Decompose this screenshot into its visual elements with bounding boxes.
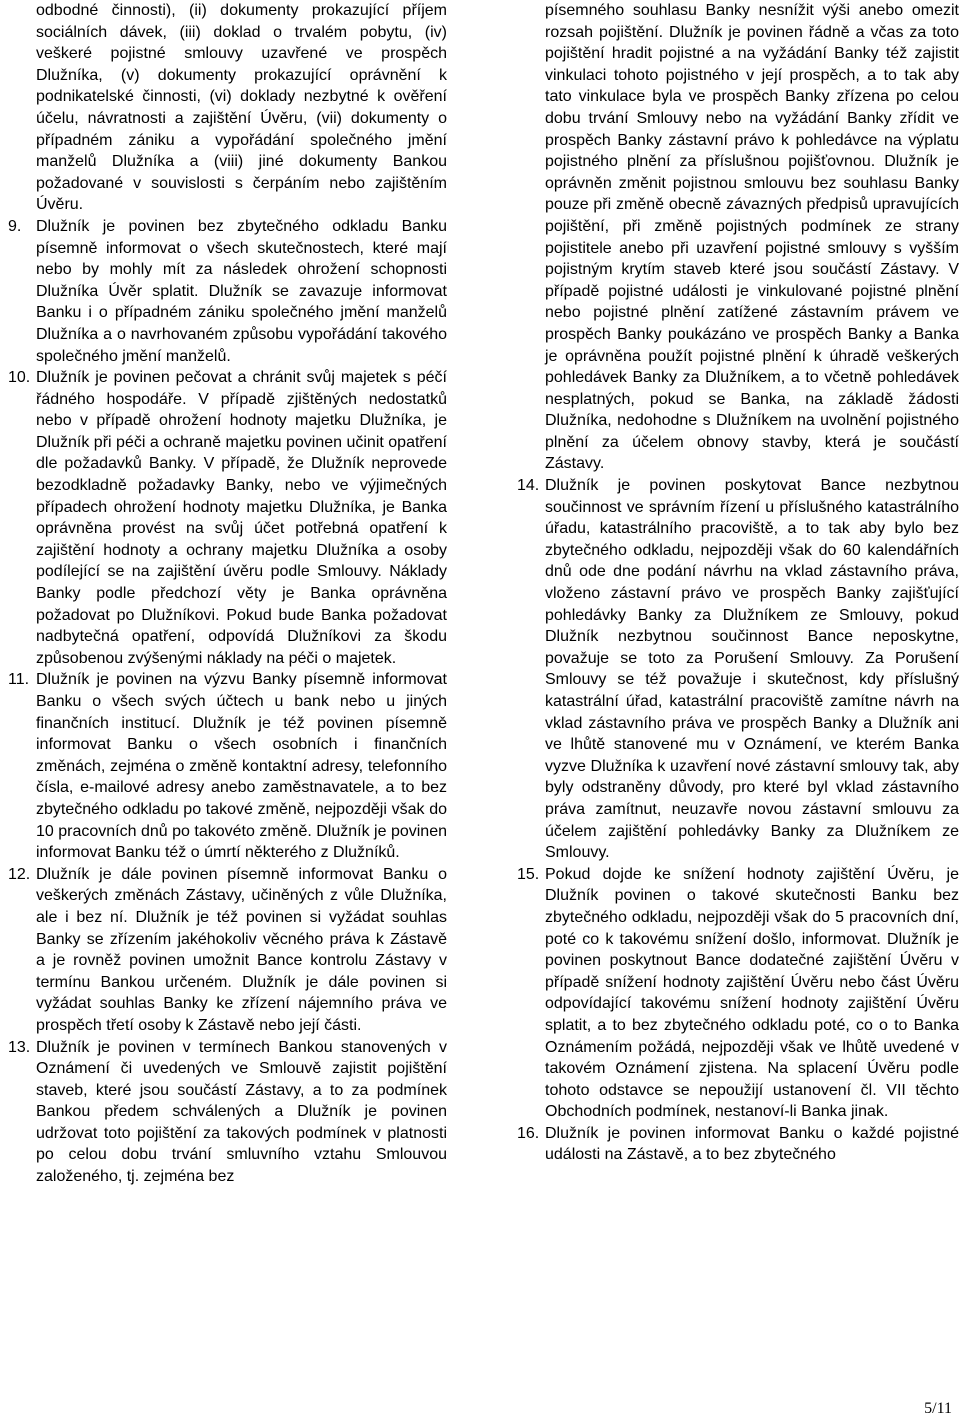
item-text: Dlužník je povinen bez zbytečného odkladu Banku písemně informovat o všech skutečnostech, které mají nebo by mohly mít za následek ohrožení schopnosti Dlužníka Úvěr splatit. Dlužník se zavazuje informovat Banku i o případném zániku společného jmění manželů Dlužníka a o navrhovaném způsobu vypořádání takového společného jmění manželů. [36, 217, 447, 365]
item-number: 12. [8, 865, 31, 883]
item-text: Dlužník je povinen informovat Banku o každé pojistné události na Zástavě, a to bez zbytečného [545, 1124, 959, 1164]
item-number: 14. [517, 477, 540, 495]
item-number: 16. [517, 1124, 540, 1142]
item-number: 11. [8, 671, 30, 689]
left-column [8, 0, 447, 1188]
item-text: Dlužník je povinen na výzvu Banky písemně informovat Banku o všech svých účtech u bank nebo u jiných finančních institucí. Dlužník je též povinen písemně informovat Banku o všech osobních i finančních změnách, zejména o změně kontaktní adresy, telefonního čísla, e-mailové adresy anebo zaměstnavatele, a to bez zbytečného odkladu po takové změně, nejpozději však do 10 pracovních dnů po takovéto změně. Dlužník je povinen informovat Banku též o úmrtí některého z Dlužníků. [36, 671, 447, 862]
list-item [8, 216, 447, 367]
list-item [8, 669, 447, 863]
page-number: 5/11 [924, 1400, 952, 1417]
list-item [517, 475, 959, 864]
item-text: Dlužník je povinen poskytovat Bance nezbytnou součinnost ve správním řízení u příslušného katastrálního úřadu, katastrálního pracoviště, a to tak aby bylo bez zbytečného odkladu, nejpozději však do 60 kalendářních dnů ode dne podání návrhu na vklad zástavního práva, vloženo zástavní právo ve prospěch Banky zajišťující pohledávky Banky za Dlužníkem ze Smlouvy, pokud Dlužník nezbytnou součinnost Bance neposkytne, považuje se toto za Porušení Smlouvy. Za Porušení Smlouvy se též považuje i skutečnost, kdy příslušný katastrální úřad, katastrální pracoviště zamítne návrh na vklad zástavního práva ve prospěch Banky a Dlužník ani ve lhůtě stanovené mu v Oznámení, ve kterém Banka vyzve Dlužníka k uzavření nové zástavní smlouvy tak, aby byly odstraněny důvody, pro které byl vklad zástavního práva zamítnut, neuzavře novou zástavní smlouvu za účelem zajištění pohledávky Banky za Dlužníkem ze Smlouvy. [545, 477, 959, 862]
list-item [8, 864, 447, 1037]
list-item [8, 1037, 447, 1188]
continuation-paragraph: písemného souhlasu Banky nesnížit výši anebo omezit rozsah pojištění. Dlužník je povinen řádně a včas za toto pojištění hradit pojistné a na vyžádání Banky též zajistit vinkulaci tohoto pojistného v její prospěch, a to tak aby tato vinkulace byla ve prospěch Banky zřízena po celou dobu trvání Smlouvy nebo na vyžádání Banky zřídit ve prospěch Banky zástavní právo k pohledávce na výplatu pojistného plnění za příslušnou pojišťovnou. Dlužník je oprávněn změnit pojistnou smlouvu bez souhlasu Banky pouze při změně obecně závazných předpisů upravujících pojištění, při změně pojistných podmínek ze strany pojistitele anebo při uzavření pojistné smlouvy s vyšším pojistným krytím staveb které jsou součástí Zástavy. V případě pojistné události je vinkulované pojistné plnění nebo pojistné plnění zatížené zástavním právem ve prospěch Banky poukázáno ve prospěch Banky a Banka je oprávněna použít pojistné plnění k úhradě veškerých pohledávek Banky za Dlužníkem, a to včetně pohledávek nesplatných, pokud se Banka, na základě žádosti Dlužníka, nedohodne s Dlužníkem na uvolnění pojistného plnění za účelem obnovy stavby, která je součástí Zástavy. [545, 2, 959, 473]
item-text: Pokud dojde ke snížení hodnoty zajištění Úvěru, je Dlužník povinen o takové skutečnosti Banku bez zbytečného odkladu, nejpozději však do 5 pracovních dní, poté co k takovému snížení došlo, informovat. Dlužník je povinen poskytnout Bance dodatečné zajištění Úvěru v případě snížení hodnoty zajištění Úvěru nebo část Úvěru odpovídající takovému snížení hodnoty zajištění Úvěru splatit, a to bez zbytečného odkladu poté, co o to Banka Oznámením požádá, nejpozději však ve lhůtě uvedené v takovém Oznámení zjistena. Na splacení Úvěru podle tohoto odstavce se nepoužijí ustanovení čl. VII těchto Obchodních podmínek, nestanoví-li Banka jinak. [545, 865, 959, 1121]
item-number: 13. [8, 1038, 31, 1056]
item-text: Dlužník je dále povinen písemně informovat Banku o veškerých změnách Zástavy, učiněných z vůle Dlužníka, ale i bez ní. Dlužník je též povinen si vyžádat souhlas Banky se zřízením jakéhokoliv věcného práva k Zástavě a je rovněž povinen umožnit Bance kontrolu Zástavy v termínu Bankou určeném. Dlužník je dále povinen si vyžádat souhlas Banky ke zřízení nájemního práva ve prospěch třetí osoby k Zástavě nebo její části. [36, 865, 447, 1034]
item-text: Dlužník je povinen v termínech Bankou stanovených v Oznámení či uvedených ve Smlouvě zajistit pojištění staveb, které jsou součástí Zástavy, a to za podmínek Bankou předem schválených a Dlužník je povinen udržovat toto pojištění za takových podmínek v platnosti po celou dobu trvání smluvního vztahu Smlouvou založeného, tj. zejména bez [36, 1038, 447, 1186]
item-text: Dlužník je povinen pečovat a chránit svůj majetek s péčí řádného hospodáře. V případě zjištěných nedostatků nebo v případě ohrožení hodnoty majetku Dlužníka, je Dlužník při péči a ochraně majetku povinen učinit opatření dle požadavků Banky. V případě, že Dlužník neprovede bezodkladně požadavky Banky, nebo ve výjimečných případech ohrožení hodnoty majetku Dlužníka, je Banka oprávněna provést na svůj účet potřebná opatření k zajištění hodnoty a ochrany majetku Dlužníka a osoby podílející se na zajištění úvěru podle Smlouvy. Náklady Banky podle předchozí věty je Banka oprávněna požadovat po Dlužníkovi. Pokud bude Banka požadovat nadbytečná opatření, odpovídá Dlužníkovi za škodu způsobenou zvýšenými náklady na péči o majetek. [36, 369, 447, 667]
continuation-paragraph: odbodné činnosti), (ii) dokumenty prokazující příjem sociálních dávek, (iii) doklad o trvalém pobytu, (iv) veškeré pojistné smlouvy uzavřené ve prospěch Dlužníka, (v) dokumenty prokazující oprávnění k podnikatelské činnosti, (vi) doklady nezbytné k ověření účelu, návratnosti a zajištění Úvěru, (vii) dokumenty o případném zániku a vypořádání společného jmění manželů Dlužníka a (viii) jiné dokumenty Bankou požadované v souvislosti s čerpáním nebo zajištěním Úvěru. [36, 2, 447, 214]
list-item [517, 864, 959, 1123]
list-item [8, 367, 447, 669]
item-number: 15. [517, 865, 540, 883]
item-number: 10. [8, 369, 31, 387]
right-column [517, 0, 959, 1166]
item-number: 9. [8, 217, 22, 235]
list-item [517, 1123, 959, 1166]
